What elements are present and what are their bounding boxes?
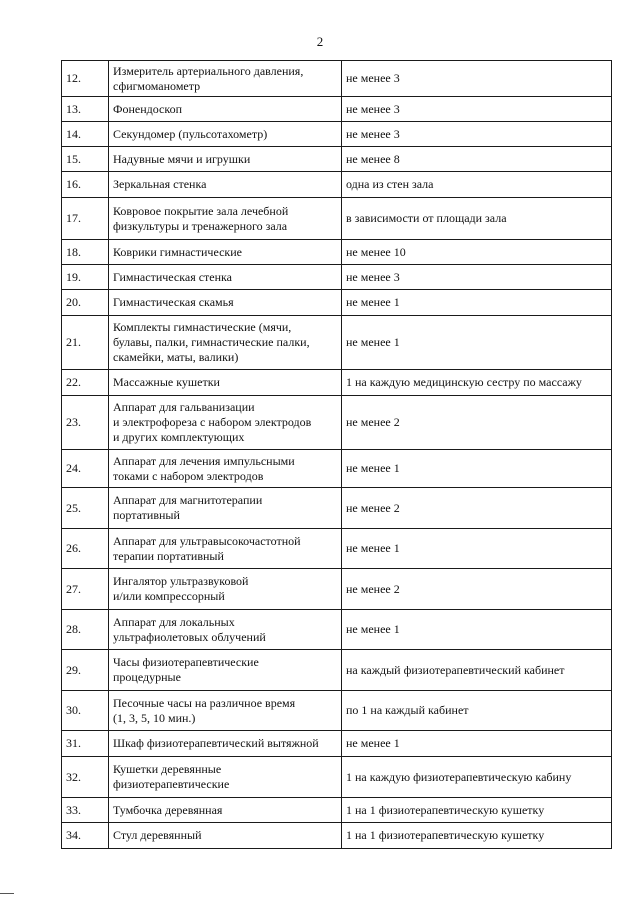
table-row — [62, 240, 612, 265]
table-row — [62, 198, 612, 240]
equipment-name-cell — [109, 529, 342, 569]
equipment-name: Тумбочка деревянная — [113, 802, 223, 817]
equipment-name: Аппарат для ультравысокочастотной терапии портативный — [113, 533, 301, 563]
equipment-quantity: не менее 1 — [346, 736, 400, 750]
row-number: 27. — [66, 581, 81, 596]
equipment-quantity-cell — [342, 488, 612, 529]
equipment-name: Стул деревянный — [113, 828, 202, 842]
equipment-name: Коврики гимнастические — [113, 244, 242, 259]
row-number: 16. — [66, 177, 81, 191]
row-number: 22. — [66, 375, 81, 389]
scan-edge-mark — [0, 893, 14, 894]
equipment-quantity-cell — [342, 450, 612, 488]
row-number-cell — [62, 450, 109, 488]
equipment-quantity: не менее 2 — [346, 415, 400, 429]
row-number: 29. — [66, 662, 81, 677]
row-number-cell — [62, 529, 109, 569]
row-number-cell — [62, 61, 109, 97]
equipment-name: Ковровое покрытие зала лечебной физкультуры и тренажерного зала — [113, 203, 289, 233]
table-row — [62, 316, 612, 370]
row-number: 15. — [66, 151, 81, 166]
equipment-name: Гимнастическая стенка — [113, 269, 233, 284]
equipment-quantity: не менее 1 — [346, 295, 400, 309]
row-number: 31. — [66, 736, 81, 750]
equipment-name: Аппарат для локальных ультрафиолетовых облучений — [113, 614, 266, 644]
row-number-cell — [62, 650, 109, 691]
equipment-quantity-cell — [342, 61, 612, 97]
table-row — [62, 691, 612, 731]
equipment-name: Надувные мячи и игрушки — [113, 151, 251, 166]
row-number: 25. — [66, 500, 81, 515]
table-row — [62, 798, 612, 823]
equipment-quantity: не менее 2 — [346, 581, 400, 596]
equipment-quantity: не менее 1 — [346, 461, 400, 475]
equipment-quantity-cell — [342, 823, 612, 849]
equipment-quantity-cell — [342, 198, 612, 240]
equipment-name: Аппарат для магнитотерапии портативный — [113, 493, 263, 522]
equipment-quantity-cell — [342, 290, 612, 316]
row-number-cell — [62, 396, 109, 450]
table-row — [62, 610, 612, 650]
equipment-quantity: не менее 3 — [346, 126, 400, 141]
table-row — [62, 97, 612, 122]
table-row — [62, 147, 612, 172]
table-row — [62, 488, 612, 529]
equipment-quantity: в зависимости от площади зала — [346, 211, 507, 225]
equipment-name: Ингалятор ультразвуковой и/или компрессорный — [113, 574, 249, 603]
equipment-quantity-cell — [342, 757, 612, 798]
equipment-name-cell — [109, 198, 342, 240]
row-number-cell — [62, 757, 109, 798]
page-number: 2 — [316, 34, 324, 49]
row-number-cell — [62, 172, 109, 198]
equipment-quantity: не менее 3 — [346, 71, 400, 85]
table-row — [62, 122, 612, 147]
row-number: 26. — [66, 541, 81, 555]
row-number: 20. — [66, 295, 81, 309]
row-number-cell — [62, 147, 109, 172]
equipment-quantity-cell — [342, 396, 612, 450]
equipment-quantity: не менее 1 — [346, 335, 400, 349]
equipment-quantity: 1 на 1 физиотерапевтическую кушетку — [346, 828, 545, 842]
equipment-name-cell — [109, 450, 342, 488]
row-number-cell — [62, 97, 109, 122]
row-number: 24. — [66, 461, 81, 475]
equipment-quantity: одна из стен зала — [346, 177, 434, 191]
equipment-quantity: не менее 10 — [346, 244, 406, 259]
table-row — [62, 396, 612, 450]
equipment-quantity-cell — [342, 529, 612, 569]
row-number-cell — [62, 370, 109, 396]
equipment-name-cell — [109, 396, 342, 450]
equipment-quantity-cell — [342, 691, 612, 731]
row-number-cell — [62, 290, 109, 316]
equipment-name-cell — [109, 610, 342, 650]
row-number: 13. — [66, 101, 81, 116]
equipment-name-cell — [109, 290, 342, 316]
equipment-quantity-cell — [342, 172, 612, 198]
row-number-cell — [62, 731, 109, 757]
row-number-cell — [62, 240, 109, 265]
row-number-cell — [62, 265, 109, 290]
equipment-quantity-cell — [342, 265, 612, 290]
row-number: 34. — [66, 828, 81, 842]
equipment-name-cell — [109, 265, 342, 290]
equipment-name: Шкаф физиотерапевтический вытяжной — [113, 736, 319, 750]
equipment-name-cell — [109, 172, 342, 198]
equipment-name-cell — [109, 731, 342, 757]
row-number-cell — [62, 488, 109, 529]
row-number: 23. — [66, 415, 81, 429]
equipment-quantity-cell — [342, 122, 612, 147]
equipment-quantity: на каждый физиотерапевтический кабинет — [346, 662, 565, 677]
equipment-name-cell — [109, 569, 342, 610]
equipment-name-cell — [109, 823, 342, 849]
equipment-quantity-cell — [342, 316, 612, 370]
row-number-cell — [62, 316, 109, 370]
equipment-name: Песочные часы на различное время (1, 3, 5, 10 мин.) — [113, 695, 296, 725]
row-number-cell — [62, 691, 109, 731]
equipment-quantity-cell — [342, 731, 612, 757]
equipment-name-cell — [109, 691, 342, 731]
table-row — [62, 569, 612, 610]
table-row — [62, 731, 612, 757]
table-row — [62, 529, 612, 569]
equipment-name: Секундомер (пульсотахометр) — [113, 126, 268, 141]
equipment-quantity-cell — [342, 240, 612, 265]
row-number-cell — [62, 198, 109, 240]
equipment-name: Аппарат для гальванизации и электрофореза с набором электродов и других комплектующих — [113, 400, 312, 444]
equipment-quantity: по 1 на каждый кабинет — [346, 703, 469, 717]
equipment-quantity-cell — [342, 370, 612, 396]
equipment-quantity: не менее 1 — [346, 622, 400, 636]
equipment-quantity: не менее 8 — [346, 151, 400, 166]
equipment-name-cell — [109, 370, 342, 396]
equipment-quantity: 1 на каждую физиотерапевтическую кабину — [346, 769, 572, 784]
equipment-name: Измеритель артериального давления, сфигмоманометр — [113, 63, 304, 93]
equipment-name: Комплекты гимнастические (мячи, булавы, палки, гимнастические палки, скамейки, маты, валики) — [113, 320, 310, 364]
equipment-name-cell — [109, 61, 342, 97]
equipment-quantity: 1 на 1 физиотерапевтическую кушетку — [346, 802, 545, 817]
equipment-name-cell — [109, 488, 342, 529]
equipment-name: Кушетки деревянные физиотерапевтические — [113, 762, 230, 791]
equipment-name: Аппарат для лечения импульсными токами с набором электродов — [113, 453, 295, 483]
row-number: 32. — [66, 769, 81, 784]
equipment-name-cell — [109, 122, 342, 147]
equipment-name: Часы физиотерапевтические процедурные — [113, 655, 259, 684]
equipment-name-cell — [109, 147, 342, 172]
equipment-quantity: не менее 2 — [346, 500, 400, 515]
equipment-table-body — [62, 61, 612, 849]
equipment-name-cell — [109, 97, 342, 122]
equipment-name-cell — [109, 650, 342, 691]
table-row — [62, 757, 612, 798]
equipment-name-cell — [109, 757, 342, 798]
equipment-quantity: не менее 3 — [346, 269, 400, 284]
equipment-quantity: не менее 3 — [346, 101, 400, 116]
row-number: 30. — [66, 703, 81, 717]
equipment-quantity: не менее 1 — [346, 541, 400, 555]
equipment-name-cell — [109, 316, 342, 370]
equipment-quantity-cell — [342, 650, 612, 691]
equipment-quantity-cell — [342, 798, 612, 823]
row-number-cell — [62, 823, 109, 849]
table-row — [62, 370, 612, 396]
equipment-name: Гимнастическая скамья — [113, 295, 234, 309]
equipment-quantity-cell — [342, 97, 612, 122]
table-row — [62, 650, 612, 691]
equipment-name-cell — [109, 240, 342, 265]
table-row — [62, 450, 612, 488]
row-number: 17. — [66, 211, 81, 225]
row-number-cell — [62, 122, 109, 147]
row-number: 18. — [66, 244, 81, 259]
equipment-quantity-cell — [342, 569, 612, 610]
row-number-cell — [62, 569, 109, 610]
equipment-quantity: 1 на каждую медицинскую сестру по массажу — [346, 375, 582, 389]
table-row — [62, 823, 612, 849]
table-row — [62, 172, 612, 198]
equipment-table — [61, 60, 612, 849]
row-number: 19. — [66, 269, 81, 284]
row-number-cell — [62, 610, 109, 650]
equipment-name: Зеркальная стенка — [113, 177, 207, 191]
row-number: 33. — [66, 802, 81, 817]
table-row — [62, 265, 612, 290]
row-number-cell — [62, 798, 109, 823]
equipment-quantity-cell — [342, 147, 612, 172]
table-row — [62, 61, 612, 97]
equipment-name: Фонендоскоп — [113, 101, 183, 116]
row-number: 14. — [66, 126, 81, 141]
row-number: 28. — [66, 622, 81, 636]
table-row — [62, 290, 612, 316]
equipment-name-cell — [109, 798, 342, 823]
row-number: 12. — [66, 71, 81, 85]
row-number: 21. — [66, 335, 81, 349]
equipment-name: Массажные кушетки — [113, 375, 220, 389]
equipment-quantity-cell — [342, 610, 612, 650]
